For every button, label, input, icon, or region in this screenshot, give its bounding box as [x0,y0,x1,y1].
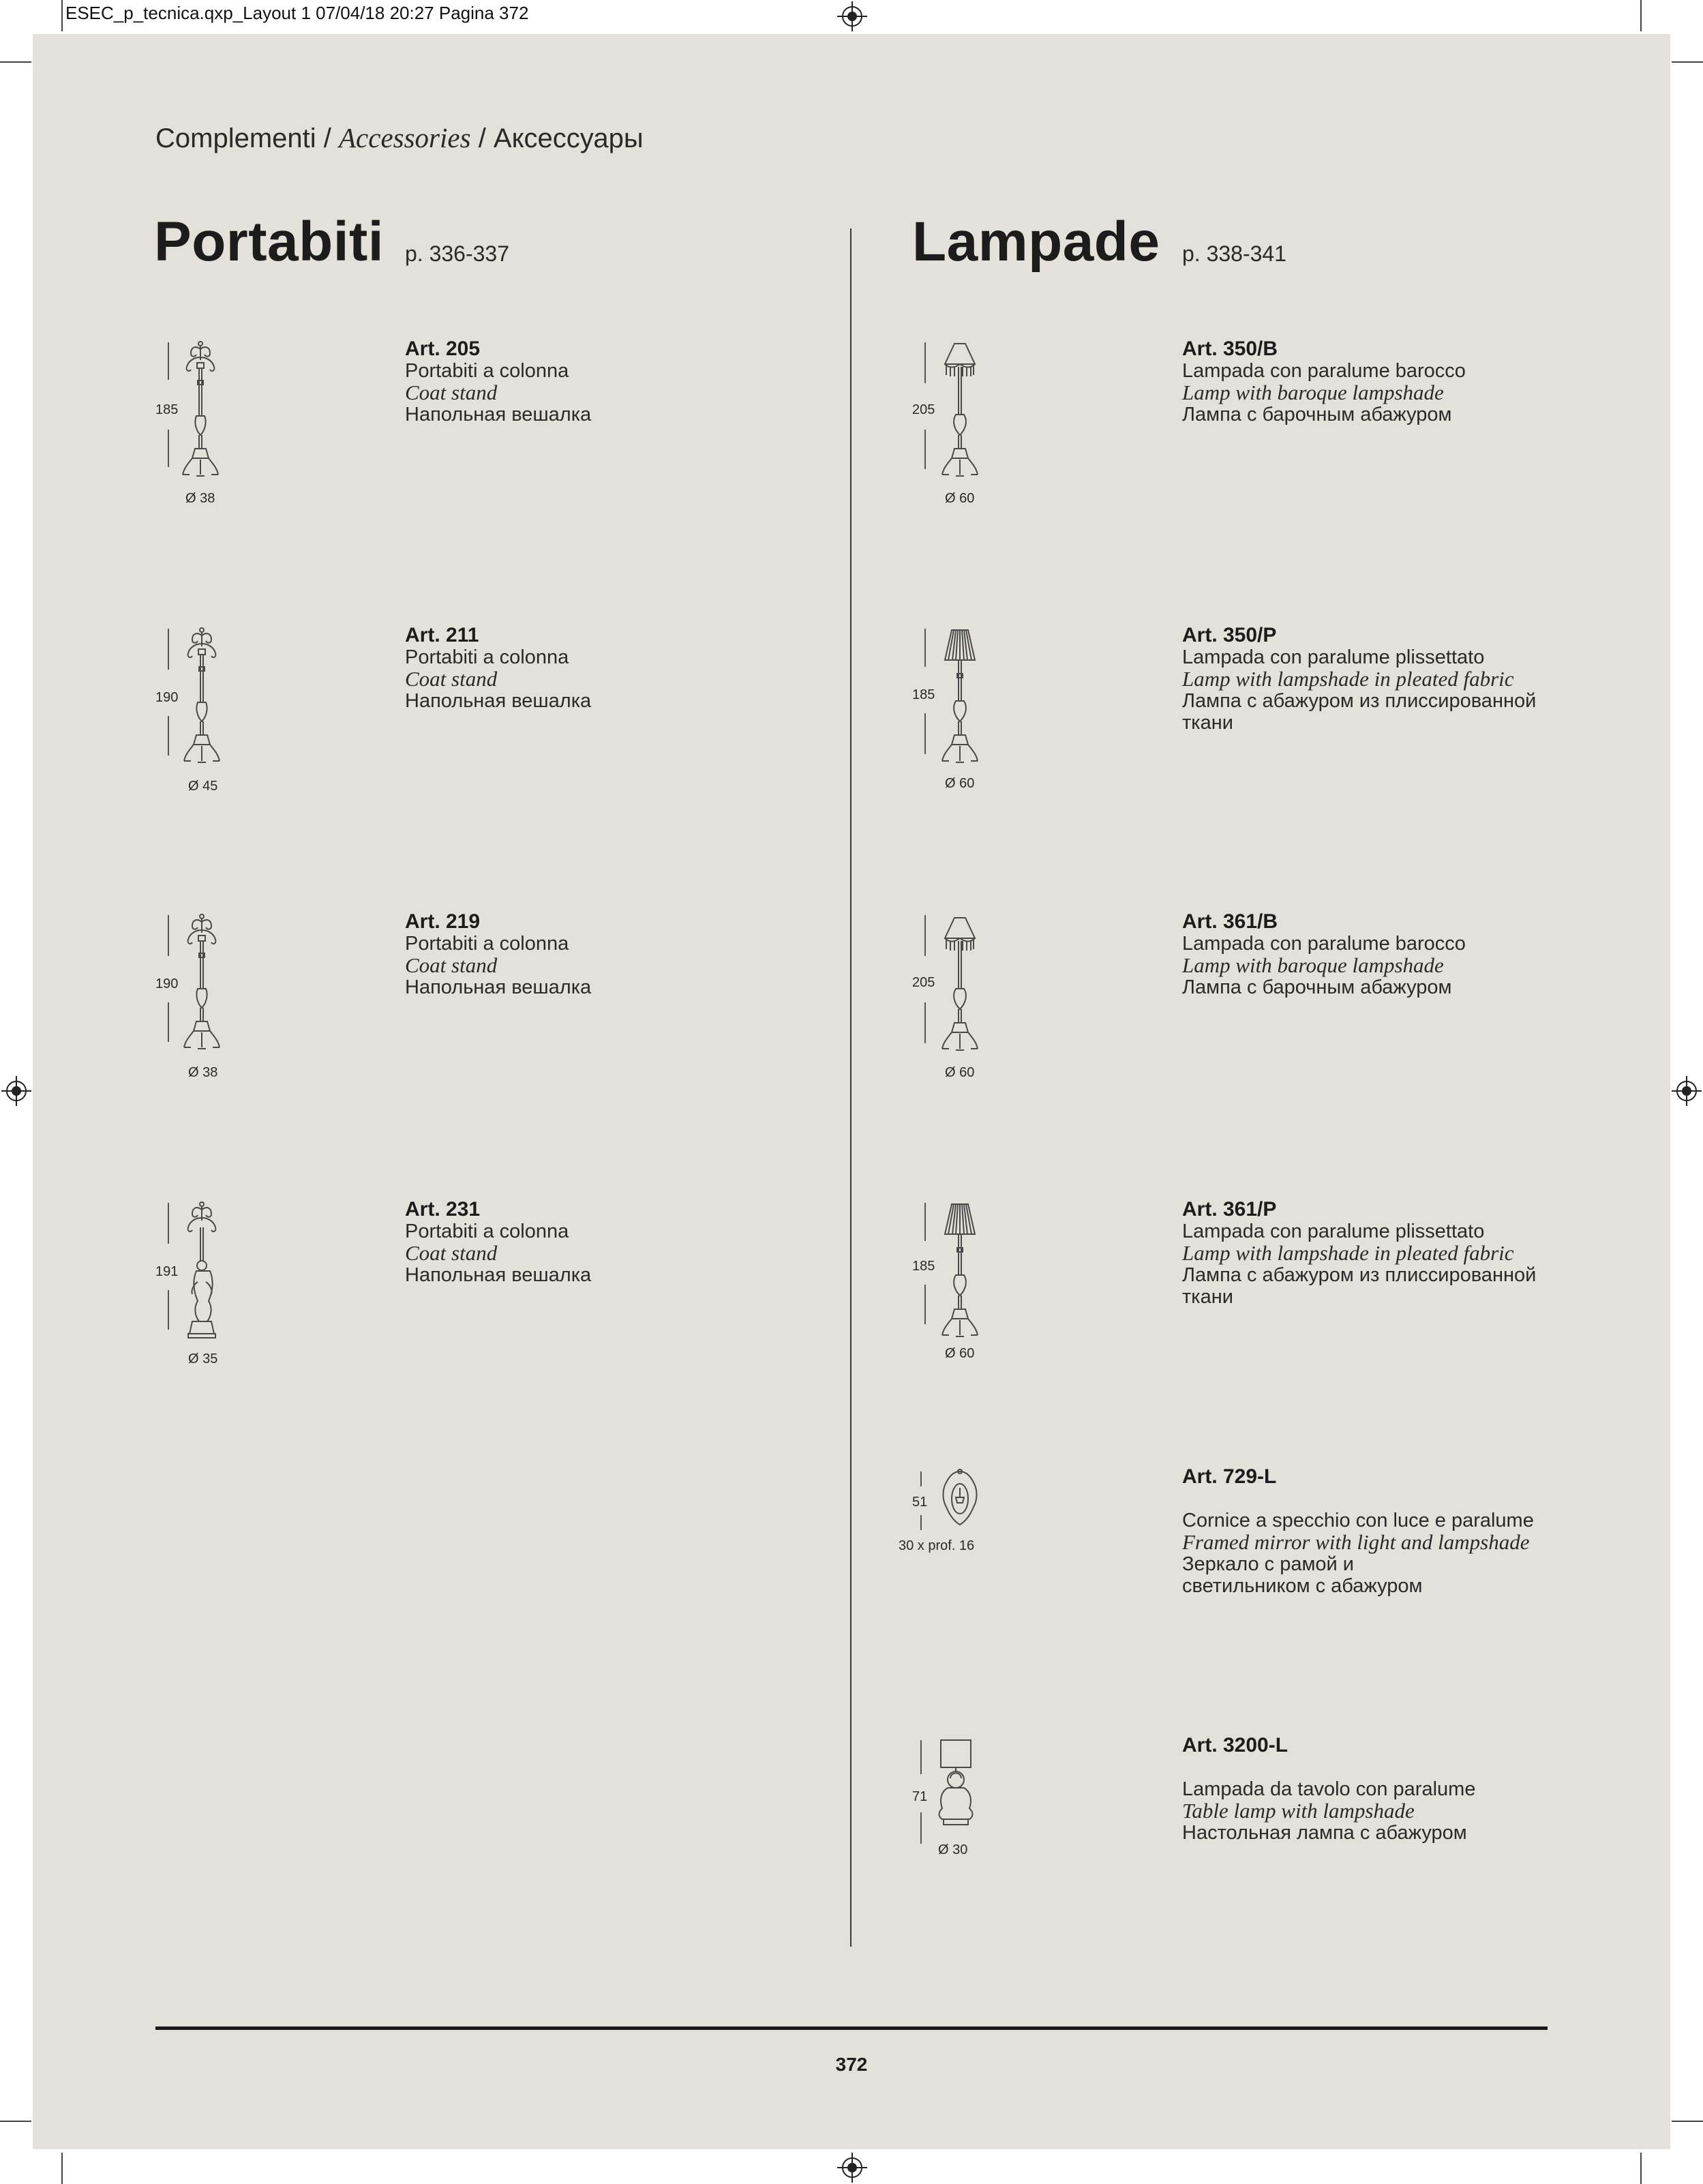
height-dimension-line [924,1203,926,1241]
height-dimension-line [924,629,926,667]
height-dimension-line [920,1740,922,1774]
description-ru: Настольная лампа с абажуром [1182,1822,1467,1844]
height-dimension: 71 [912,1789,928,1804]
description-en: Lamp with lampshade in pleated fabric [1182,667,1514,691]
product-description [405,338,787,425]
article-number: Art. 231 [405,1198,481,1221]
height-dimension-line [168,716,169,756]
crop-mark [61,0,63,31]
breadcrumb-en: Accessories [339,122,471,153]
page-number: 372 [835,2054,868,2075]
article-number: Art. 219 [405,910,481,933]
description-en: Coat stand [405,380,498,404]
crop-mark [0,61,31,63]
description-ru: Зеркало с рамой и светильником с абажуром [1182,1553,1423,1597]
article-number: Art. 729-L [1182,1465,1277,1488]
height-dimension: 190 [155,976,179,991]
column-divider [850,228,852,1947]
article-number: Art. 3200-L [1182,1734,1288,1756]
base-dimension: Ø 38 [188,1065,218,1080]
height-dimension-line [920,1812,922,1844]
registration-mark-icon [837,1,867,31]
height-dimension-line [924,342,926,383]
product-description [1182,338,1564,425]
description-ru: Лампа с абажуром из плиссированной ткани [1182,1264,1537,1308]
height-dimension: 191 [155,1264,179,1279]
description-en: Coat stand [405,1241,498,1265]
description-it: Lampada da tavolo con paralume [1182,1778,1476,1800]
base-dimension: Ø 60 [945,1346,975,1361]
height-dimension: 205 [912,975,935,990]
height-dimension-line [168,430,169,467]
crop-mark [1672,61,1703,63]
left-column-pages: p. 336-337 [405,241,510,266]
height-dimension-line [920,1515,922,1530]
height-dimension: 51 [912,1495,928,1510]
description-ru: Лампа с барочным абажуром [1182,404,1452,425]
height-dimension-line [924,430,926,469]
description-it: Lampada con paralume barocco [1182,933,1466,955]
base-dimension: Ø 60 [945,491,975,506]
table-lamp-bust-icon [935,1739,976,1827]
coat-stand-icon [181,912,222,1056]
printer-slug: ESEC_p_tecnica.qxp_Layout 1 07/04/18 20:27 Pagina 372 [65,3,529,23]
description-en: Table lamp with lampshade [1182,1799,1415,1823]
crop-mark [1640,0,1642,31]
article-number: Art. 361/P [1182,1198,1277,1221]
right-column-title: Lampade [912,211,1160,273]
coat-stand-statue-icon [181,1200,222,1343]
height-dimension-line [168,342,169,380]
floor-lamp-baroque-icon [939,914,980,1057]
crop-mark [61,2153,63,2184]
article-number: Art. 361/B [1182,910,1278,933]
product-description [1182,1735,1564,1844]
product-description [1182,1466,1564,1597]
framed-mirror-icon [939,1469,980,1530]
description-en: Lamp with baroque lampshade [1182,953,1444,977]
height-dimension-line [168,1290,169,1330]
height-dimension: 185 [912,1259,935,1274]
right-column-pages: p. 338-341 [1182,241,1287,266]
description-it: Lampada con paralume plissettato [1182,646,1485,668]
description-ru: Напольная вешалка [405,404,592,425]
height-dimension-line [168,1203,169,1244]
article-number: Art. 350/P [1182,624,1277,646]
article-number: Art. 211 [405,624,479,646]
description-en: Coat stand [405,667,498,691]
footer-rule [155,2026,1548,2030]
base-dimension: Ø 60 [945,776,975,791]
base-dimension: Ø 35 [188,1351,218,1366]
registration-mark-icon [1672,1076,1702,1106]
description-ru: Напольная вешалка [405,1264,592,1286]
crop-mark [0,2121,31,2122]
product-description [405,911,787,998]
description-it: Portabiti a colonna [405,360,569,382]
product-description [1182,1199,1564,1308]
product-description [1182,625,1564,734]
height-dimension: 190 [155,690,179,705]
description-en: Framed mirror with light and lampshade [1182,1530,1530,1554]
height-dimension-line [168,629,169,670]
description-it: Lampada con paralume barocco [1182,360,1466,382]
description-it: Portabiti a colonna [405,1221,569,1242]
article-number: Art. 205 [405,338,481,360]
height-dimension-line [168,1002,169,1042]
height-dimension: 185 [912,687,935,702]
product-description [405,625,787,712]
base-dimension: Ø 60 [945,1065,975,1080]
floor-lamp-pleated-icon [939,1200,980,1343]
description-it: Cornice a specchio con luce e paralume [1182,1510,1534,1531]
base-dimension: 30 x prof. 16 [899,1538,975,1553]
height-dimension-line [168,915,169,956]
breadcrumb-it: Complementi / [155,123,331,153]
height-dimension-line [920,1471,922,1486]
description-ru: Лампа с абажуром из плиссированной ткани [1182,690,1537,734]
registration-mark-icon [837,2153,867,2183]
description-ru: Лампа с барочным абажуром [1182,976,1452,998]
coat-stand-icon [180,340,221,483]
description-en: Coat stand [405,953,498,977]
height-dimension: 205 [912,402,935,417]
product-description [405,1199,787,1286]
base-dimension: Ø 45 [188,779,218,794]
height-dimension-line [924,1002,926,1043]
crop-mark [1672,2121,1703,2122]
section-breadcrumb [155,121,644,154]
base-dimension: Ø 38 [185,491,215,506]
description-en: Lamp with baroque lampshade [1182,380,1444,404]
product-description [1182,911,1564,998]
description-it: Portabiti a colonna [405,646,569,668]
description-it: Portabiti a colonna [405,933,569,955]
base-dimension: Ø 30 [938,1842,968,1857]
height-dimension: 185 [155,402,179,417]
height-dimension-line [924,1285,926,1324]
description-ru: Напольная вешалка [405,976,592,998]
description-ru: Напольная вешалка [405,690,592,712]
height-dimension-line [924,915,926,956]
catalog-page [33,34,1670,2149]
description-en: Lamp with lampshade in pleated fabric [1182,1241,1514,1265]
description-it: Lampada con paralume plissettato [1182,1221,1485,1242]
floor-lamp-baroque-icon [939,340,980,483]
registration-mark-icon [1,1076,31,1106]
article-number: Art. 350/B [1182,338,1278,360]
coat-stand-icon [181,626,222,769]
breadcrumb-ru: / Аксессуары [478,123,644,153]
left-column-title: Portabiti [154,211,385,273]
height-dimension-line [924,713,926,754]
floor-lamp-pleated-icon [939,626,980,769]
crop-mark [1640,2153,1642,2184]
